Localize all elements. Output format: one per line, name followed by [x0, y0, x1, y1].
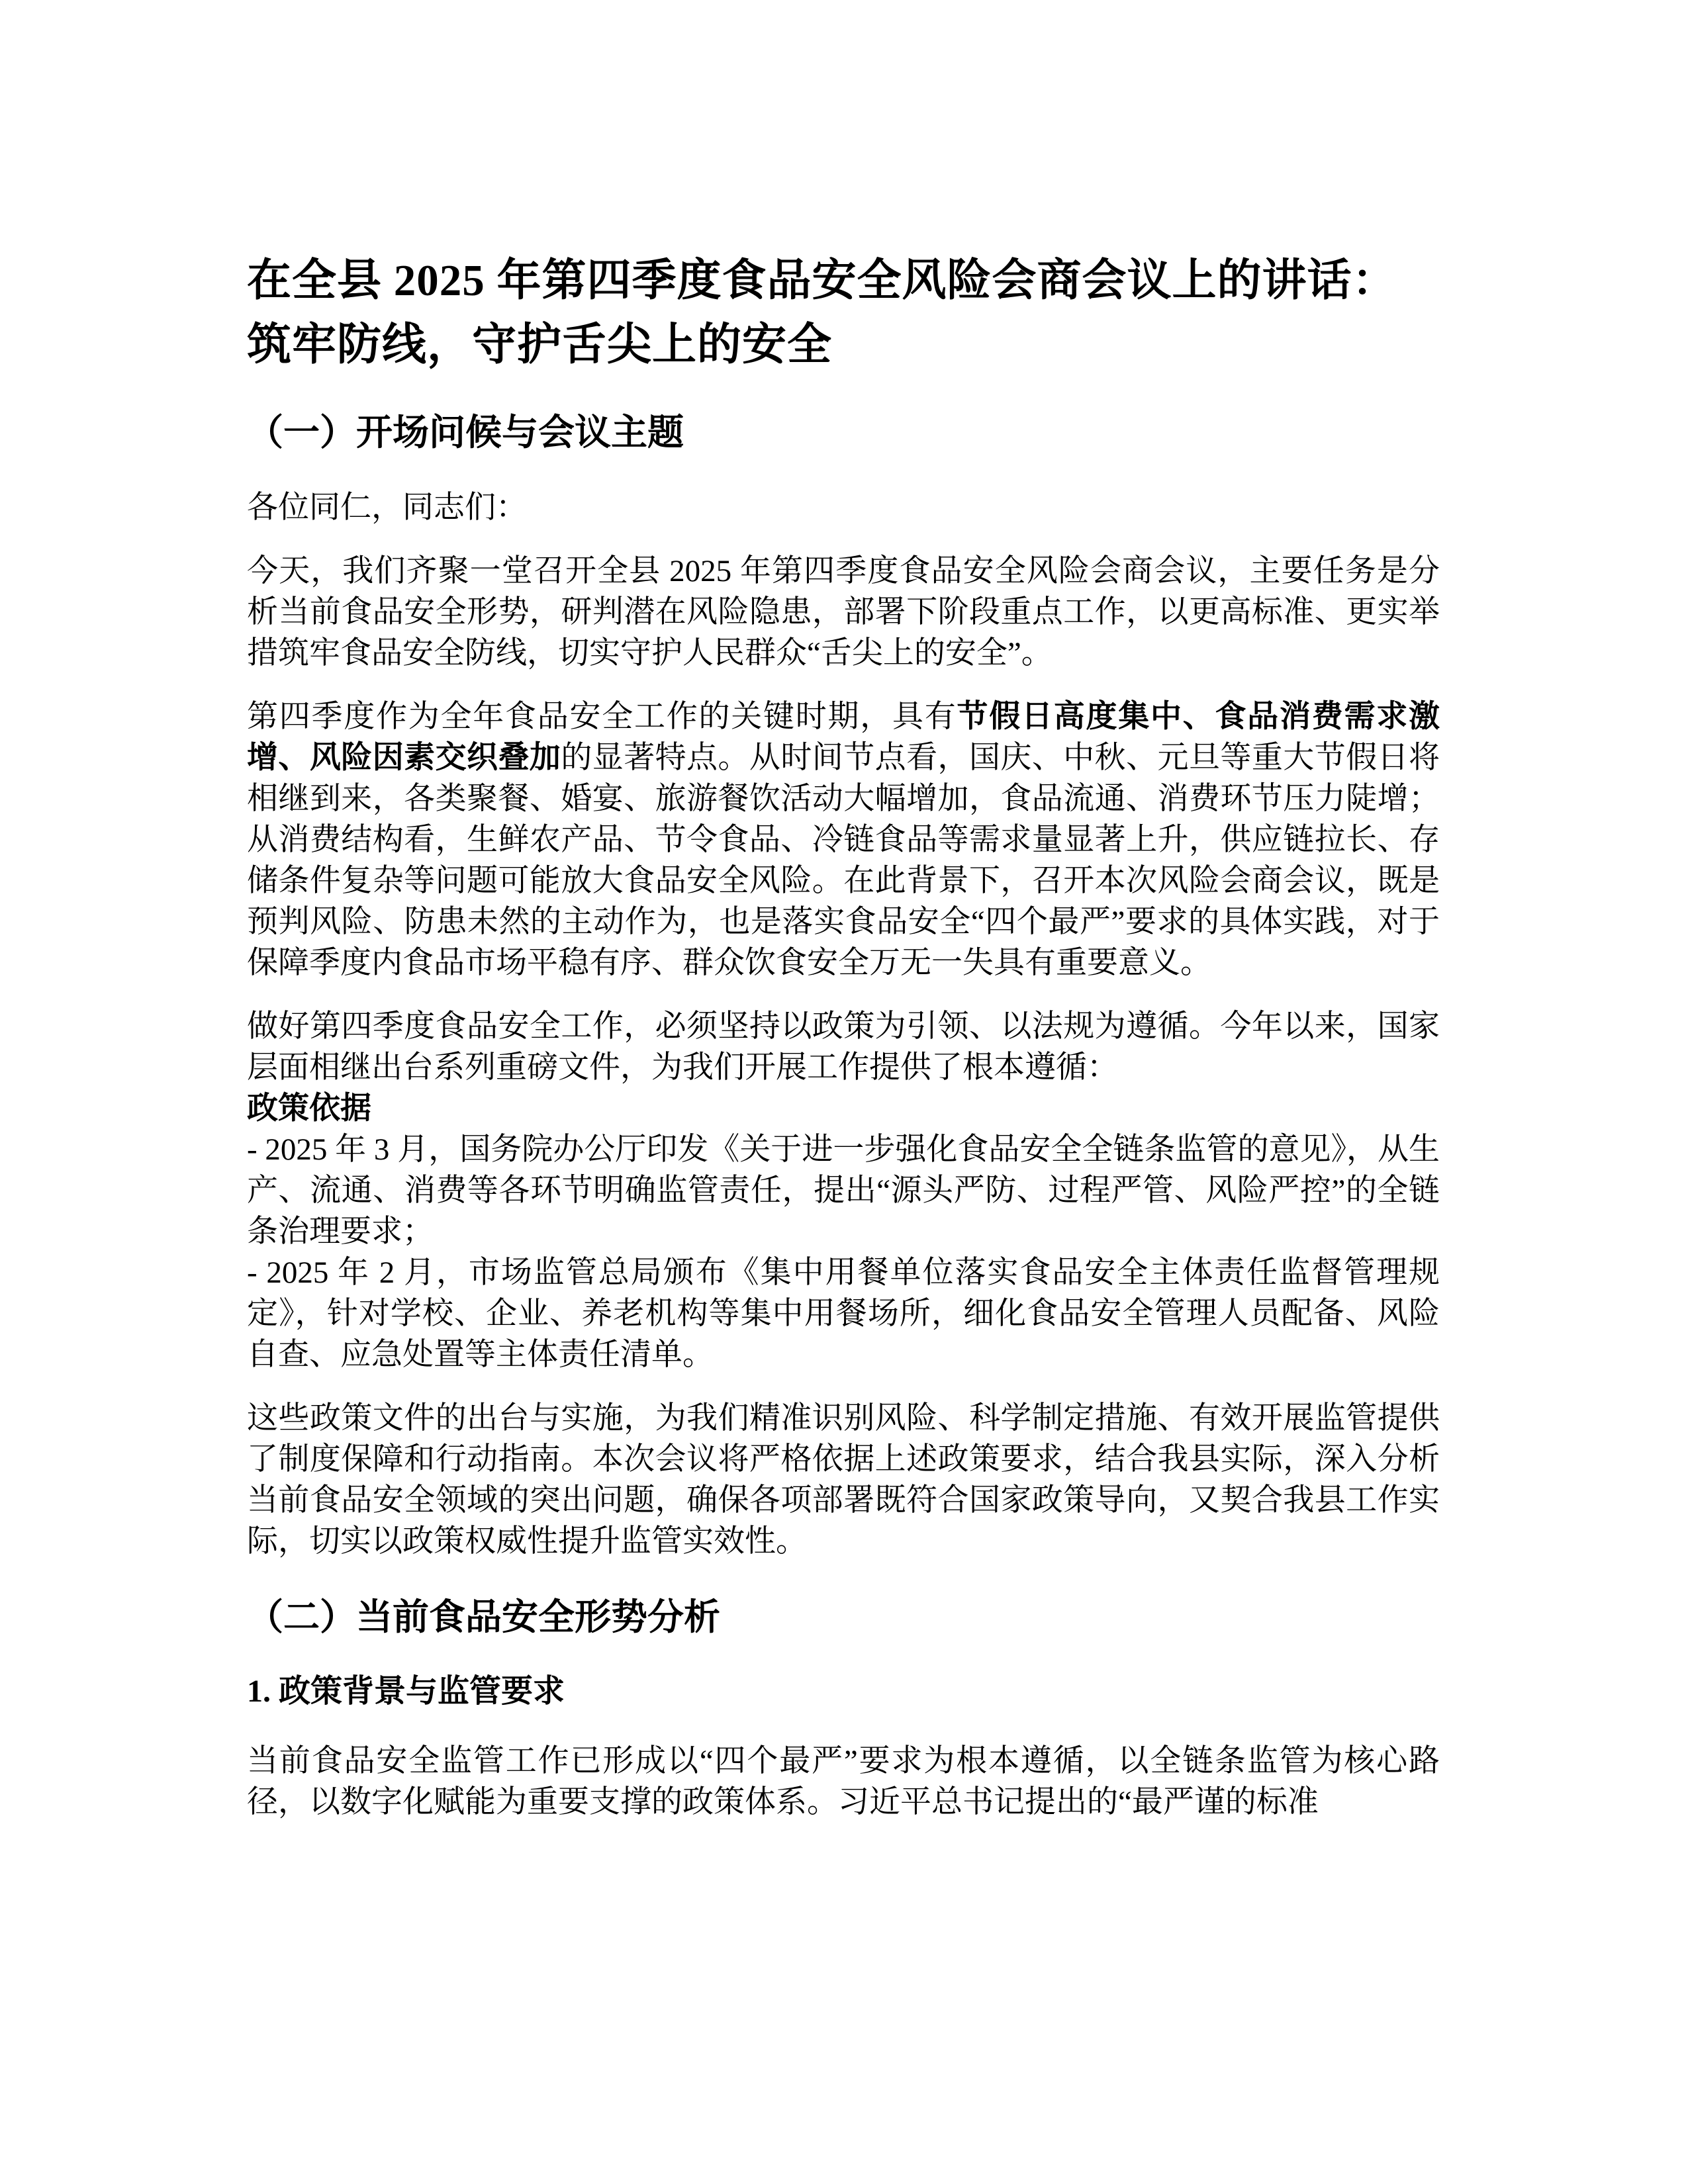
section-heading-1 [247, 409, 1440, 457]
text-line [247, 1252, 1440, 1375]
text-line [247, 412, 684, 453]
text-line [247, 1129, 1440, 1252]
policy-basis-paragraph [247, 1006, 1440, 1375]
text-run: 今天，我们齐聚一堂召开全县 2025 年第四季度食品安全风险会商会议，主要任务是分析当前食品安全形势，研判潜在风险隐患，部署下阶段重点工作，以更高标准、更实举措筑牢食品安全防线，切实守护人民群众“舌尖上的安全”。 [247, 553, 1440, 670]
bold-text-run: 节假日高度集中、食品消费需求激增、风险因素交织叠加 [247, 699, 1440, 775]
text-line [247, 551, 1440, 674]
document-content [247, 249, 1440, 1845]
sub-heading-1 [247, 1671, 1440, 1712]
bold-text-run: （一）开场问候与会议主题 [247, 412, 684, 453]
text-run: - 2025 年 3 月，国务院办公厅印发《关于进一步强化食品安全全链条监管的意见》，从生产、流通、消费等各环节明确监管责任，提出“源头严防、过程严管、风险严控”的全链条治理要求； [247, 1132, 1440, 1249]
situation-paragraph [247, 696, 1440, 983]
text-run: - 2025 年 2 月，市场监管总局颁布《集中用餐单位落实食品安全主体责任监督管理规定》，针对学校、企业、养老机构等集中用餐场所，细化食品安全管理人员配备、风险自查、应急处置等主体责任清单。 [247, 1255, 1440, 1372]
text-run: 当前食品安全监管工作已形成以“四个最严”要求为根本遵循，以全链条监管为核心路径，以数字化赋能为重要支撑的政策体系。习近平总书记提出的“最严谨的标准 [247, 1743, 1440, 1819]
section-heading-2 [247, 1594, 1440, 1641]
text-line [247, 696, 1440, 983]
bold-text-run: 1. 政策背景与监管要求 [247, 1674, 565, 1709]
text-run: 做好第四季度食品安全工作，必须坚持以政策为引领、以法规为遵循。今年以来，国家层面相继出台系列重磅文件，为我们开展工作提供了根本遵循： [247, 1009, 1440, 1085]
doc-title [247, 249, 1440, 377]
bold-text-run: （二）当前食品安全形势分析 [247, 1596, 721, 1637]
text-line [247, 1741, 1440, 1823]
text-line [247, 1597, 720, 1637]
analysis-paragraph [247, 1741, 1440, 1823]
text-run: 各位同仁，同志们： [247, 490, 527, 525]
opening-paragraph [247, 551, 1440, 674]
text-line [247, 1088, 1440, 1129]
text-line [247, 1398, 1440, 1562]
text-line [247, 256, 1397, 369]
policy-significance-paragraph [247, 1398, 1440, 1562]
text-line [247, 1006, 1440, 1088]
salutation-paragraph [247, 487, 1440, 528]
text-line [247, 487, 1440, 528]
text-run: 这些政策文件的出台与实施，为我们精准识别风险、科学制定措施、有效开展监管提供了制度保障和行动指南。本次会议将严格依据上述政策要求，结合我县实际，深入分析当前食品安全领域的突出问题，确保各项部署既符合国家政策导向，又契合我县工作实际，切实以政策权威性提升监管实效性。 [247, 1400, 1440, 1559]
text-run: 的显著特点。从时间节点看，国庆、中秋、元旦等重大节假日将相继到来，各类聚餐、婚宴、旅游餐饮活动大幅增加，食品流通、消费环节压力陡增；从消费结构看，生鲜农产品、节令食品、冷链食品等需求量显著上升，供应链拉长、存储条件复杂等问题可能放大食品安全风险。在此背景下，召开本次风险会商会议，既是预判风险、防患未然的主动作为，也是落实食品安全“四个最严”要求的具体实践，对于保障季度内食品市场平稳有序、群众饮食安全万无一失具有重要意义。 [247, 740, 1440, 980]
text-run: 第四季度作为全年食品安全工作的关键时期，具有 [247, 699, 957, 734]
bold-text-run: 在全县 2025 年第四季度食品安全风险会商会议上的讲话：筑牢防线，守护舌尖上的安全 [247, 256, 1397, 370]
bold-text-run: 政策依据 [247, 1091, 371, 1126]
text-line [247, 1674, 565, 1709]
